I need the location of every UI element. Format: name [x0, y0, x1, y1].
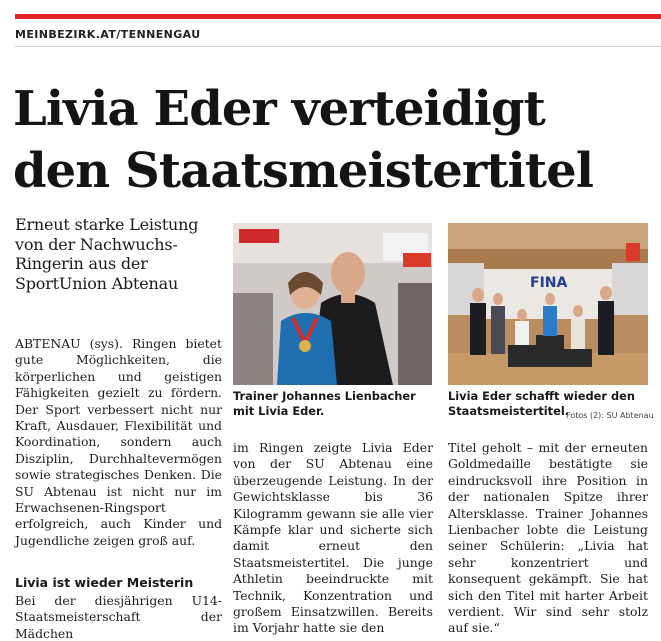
top-accent-bar: [15, 14, 661, 19]
crosshead: Livia ist wieder Meisterin: [15, 575, 194, 590]
headline-line-2: den Staatsmeistertitel: [13, 143, 594, 199]
subheadline: Erneut starke Leistung von der Nachwuchs-Ringerin aus der SportUnion Abtenau: [15, 215, 199, 293]
photo-credit: Fotos (2): SU Abtenau: [566, 411, 654, 420]
source-label: MEINBEZIRK.AT/TENNENGAU: [15, 28, 201, 41]
photo-podium-image: [448, 223, 648, 385]
header-divider: [15, 46, 661, 47]
article-intro: ABTENAU (sys). Ringen bietet gute Möglichkeiten, die körperlichen und geistigen Fähigkeiten gezielt zu fördern. Der Sport verbessert nicht nur Kraft, Ausdauer, Flexibilität und Koordination, sondern auch Disziplin, Durchhaltevermögen sowie strategisches Denken. Die SU Abtenau ist nicht nur im Erwachsenen-Ringsport erfolgreich, auch Kinder und Jugendliche zeigen groß auf.: [15, 336, 222, 548]
photo-trainer-and-athlete: [233, 223, 432, 385]
photo-caption-1: Trainer Johannes Lienbacher mit Livia Eder.: [233, 389, 416, 418]
article-column-2: im Ringen zeigte Livia Eder von der SU Abtenau eine überzeugende Leistung. In der Gewichtsklasse bis 36 Kilogramm gewann sie alle vier Kämpfe klar und sicherte sich damit erneut den Staatsmeistertitel. Die junge Athletin beeindruckte mit Technik, Konzentration und großem Einsatzwillen. Bereits im Vorjahr hatte sie den: [233, 440, 433, 636]
article-column-3: Titel geholt – mit der erneuten Goldmedaille bestätigte sie eindrucksvoll ihre Position in der nationalen Spitze ihrer Altersklasse. Trainer Johannes Lienbacher lobte die Leistung seiner Schülerin: „Livia hat sehr konzentriert und konsequent gekämpft. Sie hat sich den Titel mit harter Arbeit verdient. Wir sind sehr stolz auf sie.“: [448, 440, 648, 636]
podium-banner-text: FINA: [530, 275, 568, 291]
headline: [13, 78, 658, 202]
headline-line-1: Livia Eder verteidigt: [13, 81, 545, 137]
photo-podium: [448, 223, 648, 385]
photo-trainer-image: [233, 223, 432, 385]
photo-caption-2: Livia Eder schafft wieder den Staatsmeistertitel.: [448, 389, 635, 418]
article-column-1-end: Bei der diesjährigen U14-Staatsmeisterschaft der Mädchen: [15, 593, 222, 641]
